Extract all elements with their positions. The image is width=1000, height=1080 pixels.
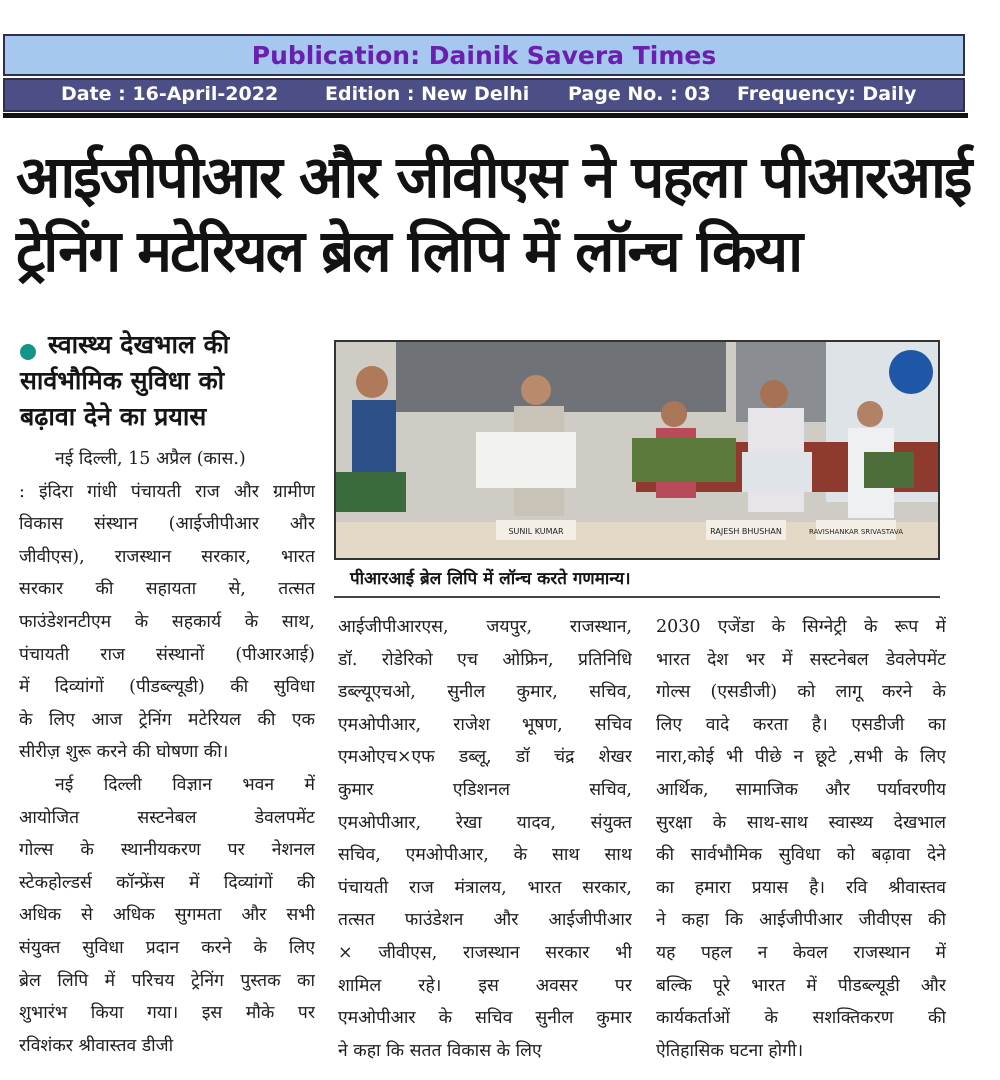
- text-line: जीवीएस), राजस्थान सरकार, भारत: [19, 546, 315, 567]
- text-line: यह पहल न केवल राजस्थान में: [656, 943, 946, 963]
- text-line: 2030 एजेंडा के सिग्नेट्री के रूप में: [656, 617, 946, 637]
- date-label: Date : 16-April-2022: [61, 83, 279, 105]
- text-line: के लिए आज ट्रेनिंग मटेरियल की एक: [19, 709, 315, 730]
- text-line: स्टेकहोल्डर्स कॉन्फ्रेंस में दिव्यांगों की: [19, 872, 315, 893]
- text-line: विकास संस्थान (आईजीपीआर और: [19, 514, 315, 535]
- frequency-label: Frequency: Daily: [737, 83, 917, 105]
- text-line: सरकार की सहायता से, तत्सत: [19, 579, 315, 600]
- event-photo-illustration: [336, 342, 940, 560]
- text-line: बल्कि पूरे भारत में पीडब्ल्यूडी और: [656, 975, 946, 996]
- nameplate-2: RAJESH BHUSHAN: [710, 527, 782, 536]
- text-line: का हमारा प्रयास है। रवि श्रीवास्तव: [656, 877, 946, 898]
- article-photo: [334, 340, 940, 560]
- text-line: गोल्स (एसडीजी) को लागू करने के: [656, 682, 946, 703]
- text-line: सीरीज़ शुरू करने की घोषणा की।: [19, 742, 229, 763]
- text-line: आयोजित सस्टनेबल डेवलपमेंट: [19, 807, 315, 828]
- publication-bar: [3, 34, 965, 76]
- text-line: शामिल रहे। इस अवसर पर: [338, 975, 632, 996]
- text-line: सुरक्षा के साथ-साथ स्वास्थ्य देखभाल: [656, 812, 946, 833]
- nameplate-3: RAVISHANKAR SRIVASTAVA: [809, 528, 903, 536]
- text-line: पंचायती राज संस्थानों (पीआरआई): [19, 644, 315, 665]
- headline-line-2: ट्रेनिंग मटेरियल ब्रेल लिपि में लॉन्च किया: [16, 217, 802, 285]
- text-line: आर्थिक, सामाजिक और पर्यावरणीय: [656, 780, 946, 800]
- text-line: की सार्वभौमिक सुविधा को बढ़ावा देने: [656, 845, 946, 866]
- text-line: डॉ. रोडेरिको एच ओफ्रिन, प्रतिनिधि: [338, 649, 632, 670]
- text-line: रविशंकर श्रीवास्तव डीजी: [19, 1035, 174, 1056]
- text-line: ब्रेल लिपि में परिचय ट्रेनिंग पुस्तक का: [19, 970, 315, 991]
- text-line: एमओपीआर, राजेश भूषण, सचिव: [338, 714, 632, 735]
- text-line: भारत देश भर में सस्टनेबल डेवलेपमेंट: [656, 649, 946, 670]
- text-line: ने कहा कि सतत विकास के लिए: [338, 1040, 542, 1061]
- publication-title: Publication: Dainik Savera Times: [251, 40, 717, 70]
- text-line: नई दिल्ली, 15 अप्रैल (कास.): [55, 449, 246, 469]
- text-line: पंचायती राज मंत्रालय, भारत सरकार,: [338, 877, 632, 898]
- subheading-line-3: बढ़ावा देने का प्रयास: [20, 402, 207, 431]
- page-number-label: Page No. : 03: [568, 83, 711, 105]
- text-line: शुभारंभ किया गया। इस मौके पर: [19, 1003, 315, 1024]
- text-line: में दिव्यांगों (पीडब्ल्यूडी) की सुविधा: [19, 677, 315, 698]
- photo-caption-box: [334, 560, 940, 598]
- text-line: ऐतिहासिक घटना होगी।: [656, 1040, 804, 1061]
- edition-label: Edition : New Delhi: [325, 83, 530, 105]
- headline-line-1: आईजीपीआर और जीवीएस ने पहला पीआरआई: [16, 143, 971, 211]
- text-line: लिए वादे करता है। एसडीजी का: [656, 714, 946, 735]
- text-line: अधिक से अधिक सुगमता और सभी: [19, 905, 315, 926]
- text-line: तत्सत फाउंडेशन और आईजीपीआर: [338, 910, 632, 931]
- text-line: डब्ल्यूएचओ, सुनील कुमार, सचिव,: [338, 682, 632, 703]
- photo-caption: पीआरआई ब्रेल लिपि में लॉन्च करते गणमान्य।: [350, 569, 631, 589]
- text-line: आईजीपीआरएस, जयपुर, राजस्थान,: [338, 617, 632, 637]
- text-line: नई दिल्ली विज्ञान भवन में: [55, 775, 315, 795]
- text-line: : इंदिरा गांधी पंचायती राज और ग्रामीण: [19, 481, 315, 502]
- bullet-icon: [20, 344, 36, 360]
- text-line: कुमार एडिशनल सचिव,: [338, 780, 632, 800]
- text-line: गोल्स के स्थानीयकरण पर नेशनल: [19, 840, 315, 861]
- text-line: कार्यकर्ताओं के सशक्तिकरण की: [656, 1008, 946, 1029]
- text-line: सचिव, एमओपीआर, के साथ साथ: [338, 845, 632, 866]
- text-line: एमओपीआर, रेखा यादव, संयुक्त: [338, 812, 632, 833]
- text-line: ने कहा कि आईजीपीआर जीवीएस की: [656, 910, 946, 931]
- nameplate-1: SUNIL KUMAR: [508, 527, 564, 536]
- subheading-line-2: सार्वभौमिक सुविधा को: [20, 366, 225, 395]
- subheading-line-1: स्वास्थ्य देखभाल की: [48, 330, 230, 359]
- meta-bar: [3, 78, 965, 112]
- header-rule: [3, 113, 968, 118]
- text-line: संयुक्त सुविधा प्रदान करने के लिए: [19, 938, 315, 958]
- text-line: नारा,कोई भी पीछे न छूटे ,सभी के लिए: [656, 747, 946, 768]
- text-line: फाउंडेशनटीएम के सहकार्य के साथ,: [19, 612, 315, 632]
- text-line: एमओपीआर के सचिव सुनील कुमार: [338, 1008, 632, 1029]
- text-line: × जीवीएस, राजस्थान सरकार भी: [338, 943, 632, 963]
- text-line: एमओएच×एफ डब्लू, डॉ चंद्र शेखर: [338, 747, 632, 768]
